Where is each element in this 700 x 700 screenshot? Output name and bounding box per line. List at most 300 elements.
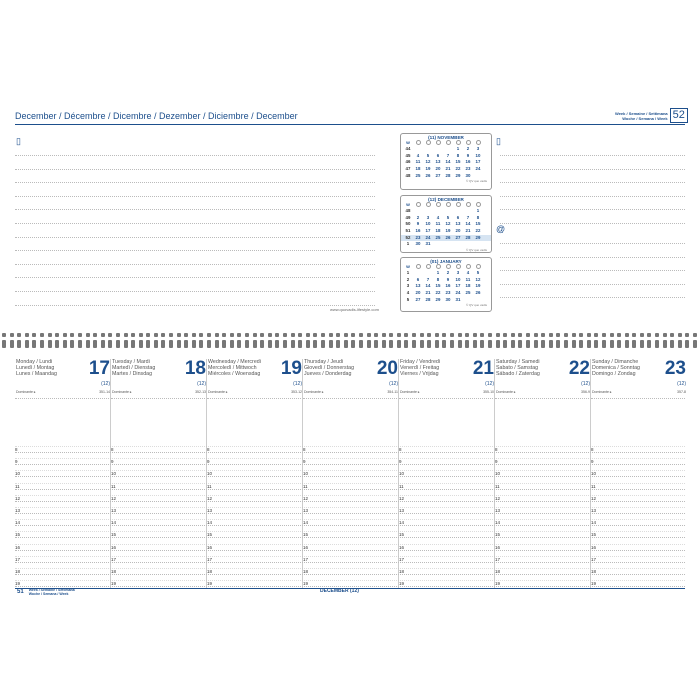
half-hour-line [15, 519, 685, 520]
day-meta [304, 390, 398, 396]
note-line [500, 182, 685, 183]
spiral-ring [458, 340, 462, 348]
day-cell[interactable]: 8 [456, 152, 460, 158]
day-cell[interactable]: 26 [445, 234, 451, 240]
domain-label: Dominante ▸ [208, 390, 228, 394]
spiral-ring [48, 340, 52, 348]
day-cell[interactable]: 2 [446, 270, 450, 275]
spiral-ring [617, 340, 621, 348]
spiral-ring [93, 340, 97, 348]
day-cell[interactable]: 18 [415, 166, 421, 172]
spiral-ring [184, 333, 188, 337]
note-line [500, 284, 685, 285]
weekday-circle-icon [466, 140, 471, 145]
spiral-ring [2, 340, 6, 348]
day-cell[interactable]: 21 [445, 166, 451, 172]
hour-label: 12 [303, 495, 309, 501]
day-cell[interactable] [453, 208, 463, 215]
day-cell[interactable]: 2 [416, 214, 420, 220]
day-cell[interactable]: 9 [446, 276, 450, 282]
day-column[interactable] [208, 359, 304, 409]
spiral-ring [359, 333, 363, 337]
spiral-ring [412, 333, 416, 337]
spiral-ring [511, 333, 515, 337]
spiral-ring [70, 333, 74, 337]
day-cell[interactable]: 25 [435, 234, 441, 240]
spiral-ring [291, 340, 295, 348]
day-name: Lunedì / Montag [16, 365, 55, 372]
spiral-ring [222, 333, 226, 337]
day-cell[interactable]: 16 [465, 159, 471, 165]
day-cell[interactable]: 4 [436, 214, 440, 220]
spiral-ring [283, 340, 287, 348]
day-cell[interactable]: 10 [425, 221, 431, 227]
day-cell[interactable]: 6 [456, 214, 460, 220]
spiral-ring [397, 333, 401, 337]
spiral-ring [670, 333, 674, 337]
at-icon: @ [496, 224, 506, 234]
day-cell[interactable]: 18 [465, 283, 471, 289]
day-cell[interactable]: 22 [475, 228, 481, 234]
note-line [15, 250, 375, 251]
day-cell[interactable]: 4 [466, 270, 470, 275]
spiral-ring [215, 333, 219, 337]
hour-label: 10 [207, 471, 213, 477]
day-name: Domingo / Zondag [592, 371, 636, 378]
spiral-ring [177, 333, 181, 337]
week-number-cell: 44 [405, 146, 411, 151]
spiral-ring [420, 340, 424, 348]
day-cell[interactable]: 29 [475, 234, 481, 240]
half-hour-line [15, 470, 685, 471]
day-cell[interactable]: 7 [466, 214, 470, 220]
day-cell[interactable]: 9 [466, 152, 470, 158]
day-cell[interactable]: 27 [455, 234, 461, 240]
day-cell[interactable]: 4 [416, 152, 420, 158]
day-cell[interactable]: 13 [435, 159, 441, 165]
day-cell[interactable]: 29 [455, 172, 461, 178]
spiral-ring [336, 333, 340, 337]
day-cell[interactable]: 21 [425, 290, 431, 296]
day-cell[interactable]: 23 [465, 166, 471, 172]
day-cell[interactable]: 28 [425, 296, 431, 302]
day-cell[interactable]: 6 [416, 276, 420, 282]
note-line [15, 169, 375, 170]
day-cell[interactable]: 3 [456, 270, 460, 275]
spiral-ring [678, 340, 682, 348]
day-cell[interactable]: 30 [415, 241, 421, 247]
day-cell[interactable]: 5 [446, 214, 450, 220]
day-cell[interactable]: 7 [446, 152, 450, 158]
spiral-ring [32, 333, 36, 337]
day-cell[interactable]: 27 [435, 172, 441, 178]
spiral-ring [511, 340, 515, 348]
half-hour-line [15, 544, 685, 545]
weekday-circle-icon [476, 264, 481, 269]
spiral-ring [579, 340, 583, 348]
day-cell[interactable]: 11 [415, 159, 421, 165]
mini-calendar [400, 133, 492, 190]
spiral-ring [40, 340, 44, 348]
hour-label: 16 [111, 544, 117, 550]
day-cell[interactable] [433, 208, 443, 215]
day-cell[interactable]: 20 [455, 228, 461, 234]
day-cell[interactable] [443, 146, 453, 153]
weekday-circle-icon [476, 202, 481, 207]
day-cell[interactable]: 8 [436, 276, 440, 282]
mini-calendar-title: (01) JANUARY [430, 259, 462, 264]
spiral-ring [291, 333, 295, 337]
day-cell[interactable]: 8 [476, 214, 480, 220]
hour-line [15, 525, 685, 526]
spiral-ring [177, 340, 181, 348]
day-cell[interactable]: 3 [476, 146, 480, 151]
day-cell[interactable]: 30 [445, 296, 451, 302]
day-cell[interactable] [413, 146, 423, 153]
day-name: Monday / Lundi [16, 359, 53, 365]
note-line [15, 277, 375, 278]
day-cell[interactable] [473, 241, 483, 248]
spiral-ring [556, 340, 560, 348]
day-name: Jueves / Donderdag [304, 371, 352, 378]
day-column[interactable] [592, 359, 688, 409]
day-name: Giovedì / Donnerstag [304, 365, 355, 372]
day-cell[interactable]: 11 [435, 221, 441, 227]
day-cell[interactable] [463, 241, 473, 248]
day-cell[interactable]: 31 [425, 241, 431, 247]
day-cell[interactable]: 22 [435, 290, 441, 296]
half-hour-line [15, 458, 685, 459]
day-cell[interactable]: 19 [425, 166, 431, 172]
hour-label: 18 [111, 569, 117, 574]
spiral-ring [685, 333, 689, 337]
day-cell[interactable]: 17 [475, 159, 481, 165]
day-cell[interactable]: 14 [445, 159, 451, 165]
spiral-ring [663, 333, 667, 337]
hour-label: 8 [495, 447, 498, 452]
day-cell[interactable]: 12 [445, 221, 451, 227]
day-cell[interactable]: 28 [445, 172, 451, 178]
day-header-rule [15, 398, 109, 399]
mini-calendar-row [401, 290, 491, 297]
footer-week [15, 588, 77, 596]
mini-calendar-row [401, 228, 491, 235]
hour-line [15, 550, 685, 551]
hour-label: 11 [303, 483, 308, 489]
spiral-ring [154, 340, 158, 348]
spiral-ring [108, 333, 112, 337]
spiral-ring [587, 340, 591, 348]
week-col-label: W [406, 140, 410, 145]
hour-label: 19 [399, 581, 405, 587]
day-cell[interactable]: 31 [455, 296, 461, 302]
day-cell[interactable]: 17 [425, 228, 431, 234]
hour-label: 10 [495, 471, 501, 477]
spiral-ring [351, 333, 355, 337]
spiral-ring [473, 333, 477, 337]
spiral-ring [146, 333, 150, 337]
day-name: Miércoles / Woensdag [208, 371, 261, 378]
spiral-ring [556, 333, 560, 337]
spiral-ring [146, 340, 150, 348]
spiral-ring [572, 333, 576, 337]
day-cell[interactable]: 27 [415, 296, 421, 302]
day-cell[interactable]: 14 [465, 221, 471, 227]
hour-label: 11 [591, 483, 596, 489]
day-cell[interactable]: 2 [466, 146, 470, 151]
day-cell[interactable]: 24 [425, 234, 431, 240]
day-cell[interactable] [473, 297, 483, 304]
day-cell[interactable]: 23 [415, 234, 421, 240]
day-cell[interactable] [433, 146, 443, 153]
hour-label: 16 [399, 544, 405, 550]
day-cell[interactable]: 9 [416, 221, 420, 227]
spiral-ring [17, 333, 21, 337]
day-cell[interactable]: 16 [445, 283, 451, 289]
spiral-ring [321, 333, 325, 337]
day-month: (12) [197, 381, 206, 387]
weekday-circle-icon [446, 202, 451, 207]
day-cell[interactable]: 24 [455, 290, 461, 296]
spiral-ring [253, 333, 257, 337]
spiral-ring [693, 340, 697, 348]
day-cell[interactable] [423, 208, 433, 215]
spiral-ring [526, 333, 530, 337]
weekday-circle-icon [436, 140, 441, 145]
day-cell[interactable]: 22 [455, 166, 461, 172]
domain-label: Dominante ▸ [16, 390, 36, 394]
spiral-ring [572, 340, 576, 348]
hour-label: 13 [207, 508, 213, 513]
day-cell[interactable]: 1 [436, 270, 440, 275]
day-cell[interactable]: 6 [436, 152, 440, 158]
spiral-ring [534, 340, 538, 348]
spiral-ring [199, 340, 203, 348]
weekday-circle-icon [446, 264, 451, 269]
day-meta [400, 390, 494, 396]
spiral-ring [374, 340, 378, 348]
day-column[interactable] [112, 359, 208, 409]
spiral-ring [86, 333, 90, 337]
day-cell[interactable]: 25 [465, 290, 471, 296]
spiral-ring [503, 333, 507, 337]
day-cell[interactable]: 15 [475, 221, 481, 227]
day-cell[interactable]: 14 [425, 283, 431, 289]
day-name: Martes / Dinsdag [112, 371, 153, 378]
day-cell[interactable]: 10 [455, 276, 461, 282]
spiral-ring [442, 333, 446, 337]
week-number-cell: 49 [405, 214, 411, 220]
day-of-year: 357-8 [677, 390, 686, 394]
day-name: Friday / Vendredi [400, 359, 441, 365]
hour-label: 13 [399, 508, 405, 513]
day-cell[interactable] [463, 297, 473, 304]
hour-label: 19 [111, 581, 117, 587]
hour-label: 8 [399, 447, 402, 452]
day-cell[interactable]: 12 [425, 159, 431, 165]
spiral-ring [389, 340, 393, 348]
day-cell[interactable]: 18 [435, 228, 441, 234]
day-cell[interactable]: 12 [475, 276, 481, 282]
day-column[interactable] [16, 359, 112, 409]
spiral-ring [564, 340, 568, 348]
weekday-circle-icon [476, 140, 481, 145]
day-cell[interactable]: 29 [435, 296, 441, 302]
spiral-ring [268, 333, 272, 337]
day-cell[interactable]: 19 [445, 228, 451, 234]
spiral-ring [488, 333, 492, 337]
domain-label: Dominante ▸ [304, 390, 324, 394]
day-cell[interactable]: 26 [425, 172, 431, 178]
day-cell[interactable]: 24 [475, 166, 481, 172]
weekday-circle-icon [466, 264, 471, 269]
note-line [15, 182, 375, 183]
week-labels [615, 111, 668, 121]
note-line [15, 291, 375, 292]
spiral-ring [534, 333, 538, 337]
day-cell[interactable] [443, 208, 453, 215]
day-column[interactable] [400, 359, 496, 409]
mini-calendar-row [401, 146, 491, 153]
hour-label: 8 [591, 447, 594, 452]
day-header-rule [111, 398, 205, 399]
day-name: Wednesday / Mercredi [208, 359, 261, 365]
spiral-ring [108, 340, 112, 348]
day-cell[interactable]: 10 [475, 152, 481, 158]
spiral-ring [63, 340, 67, 348]
day-number: 18 [184, 358, 206, 379]
day-cell[interactable]: 1 [476, 208, 480, 213]
day-of-year: 356-9 [581, 390, 590, 394]
day-cell[interactable]: 21 [465, 228, 471, 234]
day-cell[interactable]: 26 [475, 290, 481, 296]
day-cell[interactable]: 3 [426, 214, 430, 220]
weekday-circle-icon [456, 202, 461, 207]
hour-line [15, 513, 685, 514]
hour-label: 18 [303, 569, 309, 574]
day-cell[interactable] [413, 208, 423, 215]
day-cell[interactable] [453, 241, 463, 248]
day-name: Viernes / Vrijdag [400, 371, 439, 378]
day-column[interactable] [304, 359, 400, 409]
hour-label: 17 [207, 556, 213, 562]
spiral-ring [268, 340, 272, 348]
day-header-rule [591, 398, 685, 399]
hour-label: 14 [495, 520, 501, 526]
day-of-year: 354-11 [387, 390, 398, 394]
day-cell[interactable] [473, 173, 483, 180]
mini-calendar-row [401, 283, 491, 290]
hour-line [15, 562, 685, 563]
mini-calendar-row [401, 277, 491, 284]
day-cell[interactable]: 5 [426, 152, 430, 158]
spiral-ring [321, 340, 325, 348]
day-cell[interactable]: 5 [476, 270, 480, 275]
day-cell[interactable]: 7 [426, 276, 430, 282]
spiral-ring [25, 340, 29, 348]
note-line [500, 223, 685, 224]
week-col-label: W [406, 202, 410, 207]
day-cell[interactable]: 15 [435, 283, 441, 289]
day-name: Mercoledì / Mittwoch [208, 365, 257, 372]
day-name: Thursday / Jeudi [304, 359, 344, 365]
spiral-ring [139, 340, 143, 348]
spiral-ring [549, 340, 553, 348]
week-number-cell: 2 [406, 276, 410, 282]
spiral-ring [78, 340, 82, 348]
day-cell[interactable]: 19 [475, 283, 481, 289]
day-cell[interactable]: 30 [465, 172, 471, 178]
footer-month: DECEMBER (12) [320, 588, 359, 594]
half-hour-line [15, 568, 685, 569]
hour-label: 14 [399, 520, 405, 526]
half-hour-line [15, 531, 685, 532]
note-line [500, 257, 685, 258]
day-cell[interactable] [443, 241, 453, 248]
hour-label: 12 [111, 495, 117, 501]
day-cell[interactable]: 13 [415, 283, 421, 289]
hour-label: 18 [207, 569, 213, 574]
day-number: 19 [280, 358, 302, 379]
mini-calendar [400, 257, 492, 312]
week-number-cell: 48 [405, 208, 411, 213]
spiral-ring [344, 340, 348, 348]
day-cell[interactable]: 17 [455, 283, 461, 289]
week-number-cell: 1 [406, 241, 410, 247]
day-cell[interactable]: 23 [445, 290, 451, 296]
spiral-ring [655, 340, 659, 348]
week-number-cell: 45 [405, 152, 411, 158]
day-cell[interactable]: 15 [455, 159, 461, 165]
day-cell[interactable] [463, 208, 473, 215]
day-cell[interactable] [423, 270, 433, 277]
spiral-ring [17, 340, 21, 348]
day-name: Lunes / Maandag [16, 371, 57, 378]
hour-label: 17 [399, 556, 405, 562]
day-cell[interactable] [423, 146, 433, 153]
hour-label: 14 [15, 520, 21, 526]
weekday-circle-icon [416, 140, 421, 145]
day-cell[interactable]: 20 [435, 166, 441, 172]
hour-label: 16 [15, 544, 21, 550]
footer-week-number: 51 [17, 588, 24, 595]
mini-calendar [400, 195, 492, 253]
day-cell[interactable]: 13 [455, 221, 461, 227]
day-cell[interactable] [433, 241, 443, 248]
day-cell[interactable]: 28 [465, 234, 471, 240]
spiral-ring [458, 333, 462, 337]
day-cell[interactable]: 1 [456, 146, 460, 151]
day-cell[interactable]: 16 [415, 228, 421, 234]
domain-label: Dominante ▸ [592, 390, 612, 394]
spiral-ring [55, 340, 59, 348]
day-cell[interactable]: 25 [415, 172, 421, 178]
hour-label: 9 [399, 459, 402, 465]
day-cell[interactable]: 20 [415, 290, 421, 296]
note-line [500, 196, 685, 197]
day-cell[interactable] [413, 270, 423, 277]
day-column[interactable] [496, 359, 592, 409]
website-label: www.quovadis-lifestyle.com [330, 307, 379, 312]
spiral-ring [435, 340, 439, 348]
hour-label: 9 [111, 459, 114, 465]
spiral-ring [139, 333, 143, 337]
day-name: Sabato / Samstag [496, 365, 539, 372]
day-cell[interactable]: 11 [465, 276, 471, 282]
spiral-ring [32, 340, 36, 348]
hour-label: 18 [15, 569, 21, 574]
spiral-ring [306, 340, 310, 348]
